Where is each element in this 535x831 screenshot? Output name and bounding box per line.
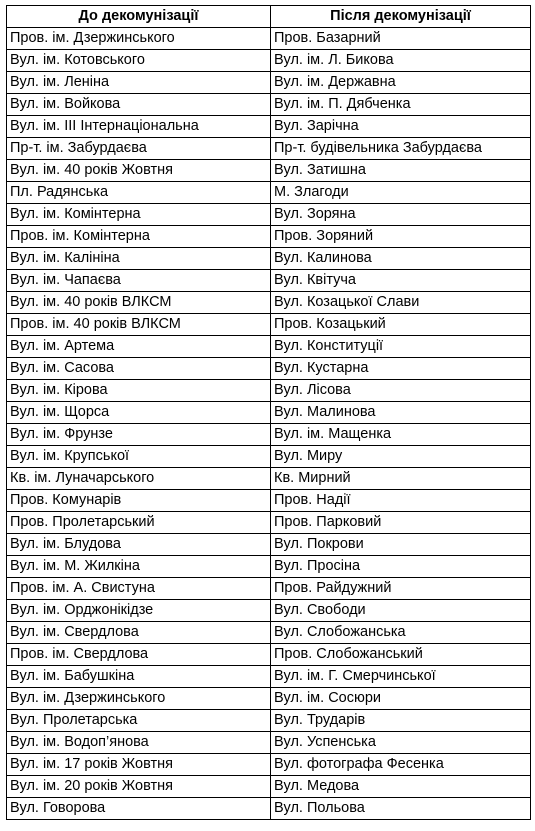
old-street-name: Вул. ім. Леніна <box>7 72 271 94</box>
new-street-name: Вул. Кустарна <box>271 358 531 380</box>
old-street-name: Вул. ім. 17 років Жовтня <box>7 754 271 776</box>
table-row <box>7 710 531 732</box>
new-street-name: Вул. Козацької Слави <box>271 292 531 314</box>
table-row <box>7 468 531 490</box>
old-street-name: Пров. ім. А. Свистуна <box>7 578 271 600</box>
table-row <box>7 534 531 556</box>
new-street-name: Вул. Малинова <box>271 402 531 424</box>
old-street-name: Вул. ім. 40 років ВЛКСМ <box>7 292 271 314</box>
old-street-name: Вул. ім. Чапаєва <box>7 270 271 292</box>
table-row <box>7 666 531 688</box>
old-street-name: Пров. ім. Дзержинського <box>7 28 271 50</box>
table-row <box>7 732 531 754</box>
new-street-name: Вул. Медова <box>271 776 531 798</box>
new-street-name: Вул. ім. Мащенка <box>271 424 531 446</box>
new-street-name: Вул. Свободи <box>271 600 531 622</box>
new-street-name: Вул. Покрови <box>271 534 531 556</box>
old-street-name: Пл. Радянська <box>7 182 271 204</box>
table-row <box>7 402 531 424</box>
new-street-name: Вул. ім. Сосюри <box>271 688 531 710</box>
table-row <box>7 446 531 468</box>
old-street-name: Вул. ім. Калініна <box>7 248 271 270</box>
table-row <box>7 644 531 666</box>
table-row <box>7 28 531 50</box>
new-street-name: Пров. Козацький <box>271 314 531 336</box>
table-row <box>7 314 531 336</box>
table-row <box>7 138 531 160</box>
new-street-name: Кв. Мирний <box>271 468 531 490</box>
new-street-name: Пров. Зоряний <box>271 226 531 248</box>
table-row <box>7 424 531 446</box>
new-street-name: Вул. Зарічна <box>271 116 531 138</box>
table-row <box>7 380 531 402</box>
table-row <box>7 600 531 622</box>
new-street-name: Вул. фотографа Фесенка <box>271 754 531 776</box>
old-street-name: Вул. ім. Сасова <box>7 358 271 380</box>
old-street-name: Вул. ім. Котовського <box>7 50 271 72</box>
table-row <box>7 578 531 600</box>
table-body <box>7 28 531 820</box>
new-street-name: Вул. Зоряна <box>271 204 531 226</box>
new-street-name: Пров. Парковий <box>271 512 531 534</box>
new-street-name: Вул. Польова <box>271 798 531 820</box>
old-street-name: Вул. ім. Крупської <box>7 446 271 468</box>
old-street-name: Вул. ім. Кірова <box>7 380 271 402</box>
table-row <box>7 226 531 248</box>
old-street-name: Вул. ім. Свердлова <box>7 622 271 644</box>
new-street-name: Пров. Базарний <box>271 28 531 50</box>
table-row <box>7 204 531 226</box>
old-street-name: Вул. ім. Бабушкіна <box>7 666 271 688</box>
old-street-name: Вул. ім. Комінтерна <box>7 204 271 226</box>
new-street-name: Вул. Трударів <box>271 710 531 732</box>
table-row <box>7 754 531 776</box>
new-street-name: Вул. Калинова <box>271 248 531 270</box>
old-street-name: Вул. ім. 20 років Жовтня <box>7 776 271 798</box>
new-street-name: Вул. Успенська <box>271 732 531 754</box>
old-street-name: Пр-т. ім. Забурдаєва <box>7 138 271 160</box>
old-street-name: Вул. ім. Фрунзе <box>7 424 271 446</box>
new-street-name: Пров. Слобожанський <box>271 644 531 666</box>
new-street-name: Вул. Просіна <box>271 556 531 578</box>
table-row <box>7 116 531 138</box>
new-street-name: Пров. Райдужний <box>271 578 531 600</box>
new-street-name: Вул. Слобожанська <box>271 622 531 644</box>
old-street-name: Вул. ім. Войкова <box>7 94 271 116</box>
new-street-name: М. Злагоди <box>271 182 531 204</box>
old-street-name: Вул. ім. Щорса <box>7 402 271 424</box>
new-street-name: Вул. Миру <box>271 446 531 468</box>
table-row <box>7 798 531 820</box>
new-street-name: Вул. Затишна <box>271 160 531 182</box>
new-street-name: Вул. Лісова <box>271 380 531 402</box>
table-row <box>7 72 531 94</box>
table-row <box>7 688 531 710</box>
table-row <box>7 336 531 358</box>
table-row <box>7 270 531 292</box>
old-street-name: Пров. ім. Свердлова <box>7 644 271 666</box>
old-street-name: Вул. ім. ІІІ Інтернаціональна <box>7 116 271 138</box>
new-street-name: Вул. Квітуча <box>271 270 531 292</box>
table-row <box>7 512 531 534</box>
old-street-name: Вул. ім. Блудова <box>7 534 271 556</box>
table-row <box>7 556 531 578</box>
new-street-name: Вул. ім. П. Дябченка <box>271 94 531 116</box>
table-row <box>7 50 531 72</box>
table-row <box>7 292 531 314</box>
table-row <box>7 776 531 798</box>
old-street-name: Вул. ім. 40 років Жовтня <box>7 160 271 182</box>
table-row <box>7 182 531 204</box>
table-row <box>7 358 531 380</box>
old-street-name: Вул. Говорова <box>7 798 271 820</box>
old-street-name: Пров. Пролетарський <box>7 512 271 534</box>
table-row <box>7 160 531 182</box>
new-street-name: Пров. Надії <box>271 490 531 512</box>
new-street-name: Пр-т. будівельника Забурдаєва <box>271 138 531 160</box>
new-street-name: Вул. ім. Державна <box>271 72 531 94</box>
old-street-name: Пров. ім. 40 років ВЛКСМ <box>7 314 271 336</box>
old-street-name: Вул. ім. Артема <box>7 336 271 358</box>
table-row <box>7 248 531 270</box>
table-row <box>7 94 531 116</box>
new-street-name: Вул. Конституції <box>271 336 531 358</box>
old-street-name: Вул. ім. Дзержинського <box>7 688 271 710</box>
old-street-name: Вул. ім. Водоп’янова <box>7 732 271 754</box>
old-street-name: Кв. ім. Луначарського <box>7 468 271 490</box>
table-header-row <box>7 6 531 28</box>
new-street-name: Вул. ім. Л. Бикова <box>271 50 531 72</box>
table-row <box>7 490 531 512</box>
old-street-name: Вул. ім. Орджонікідзе <box>7 600 271 622</box>
new-street-name: Вул. ім. Г. Смерчинської <box>271 666 531 688</box>
table-row <box>7 622 531 644</box>
old-street-name: Вул. Пролетарська <box>7 710 271 732</box>
header-after-decommunization: Після декомунізації <box>271 6 531 28</box>
old-street-name: Пров. ім. Комінтерна <box>7 226 271 248</box>
header-before-decommunization: До декомунізації <box>7 6 271 28</box>
old-street-name: Пров. Комунарів <box>7 490 271 512</box>
street-rename-table <box>6 5 531 820</box>
old-street-name: Вул. ім. М. Жилкіна <box>7 556 271 578</box>
